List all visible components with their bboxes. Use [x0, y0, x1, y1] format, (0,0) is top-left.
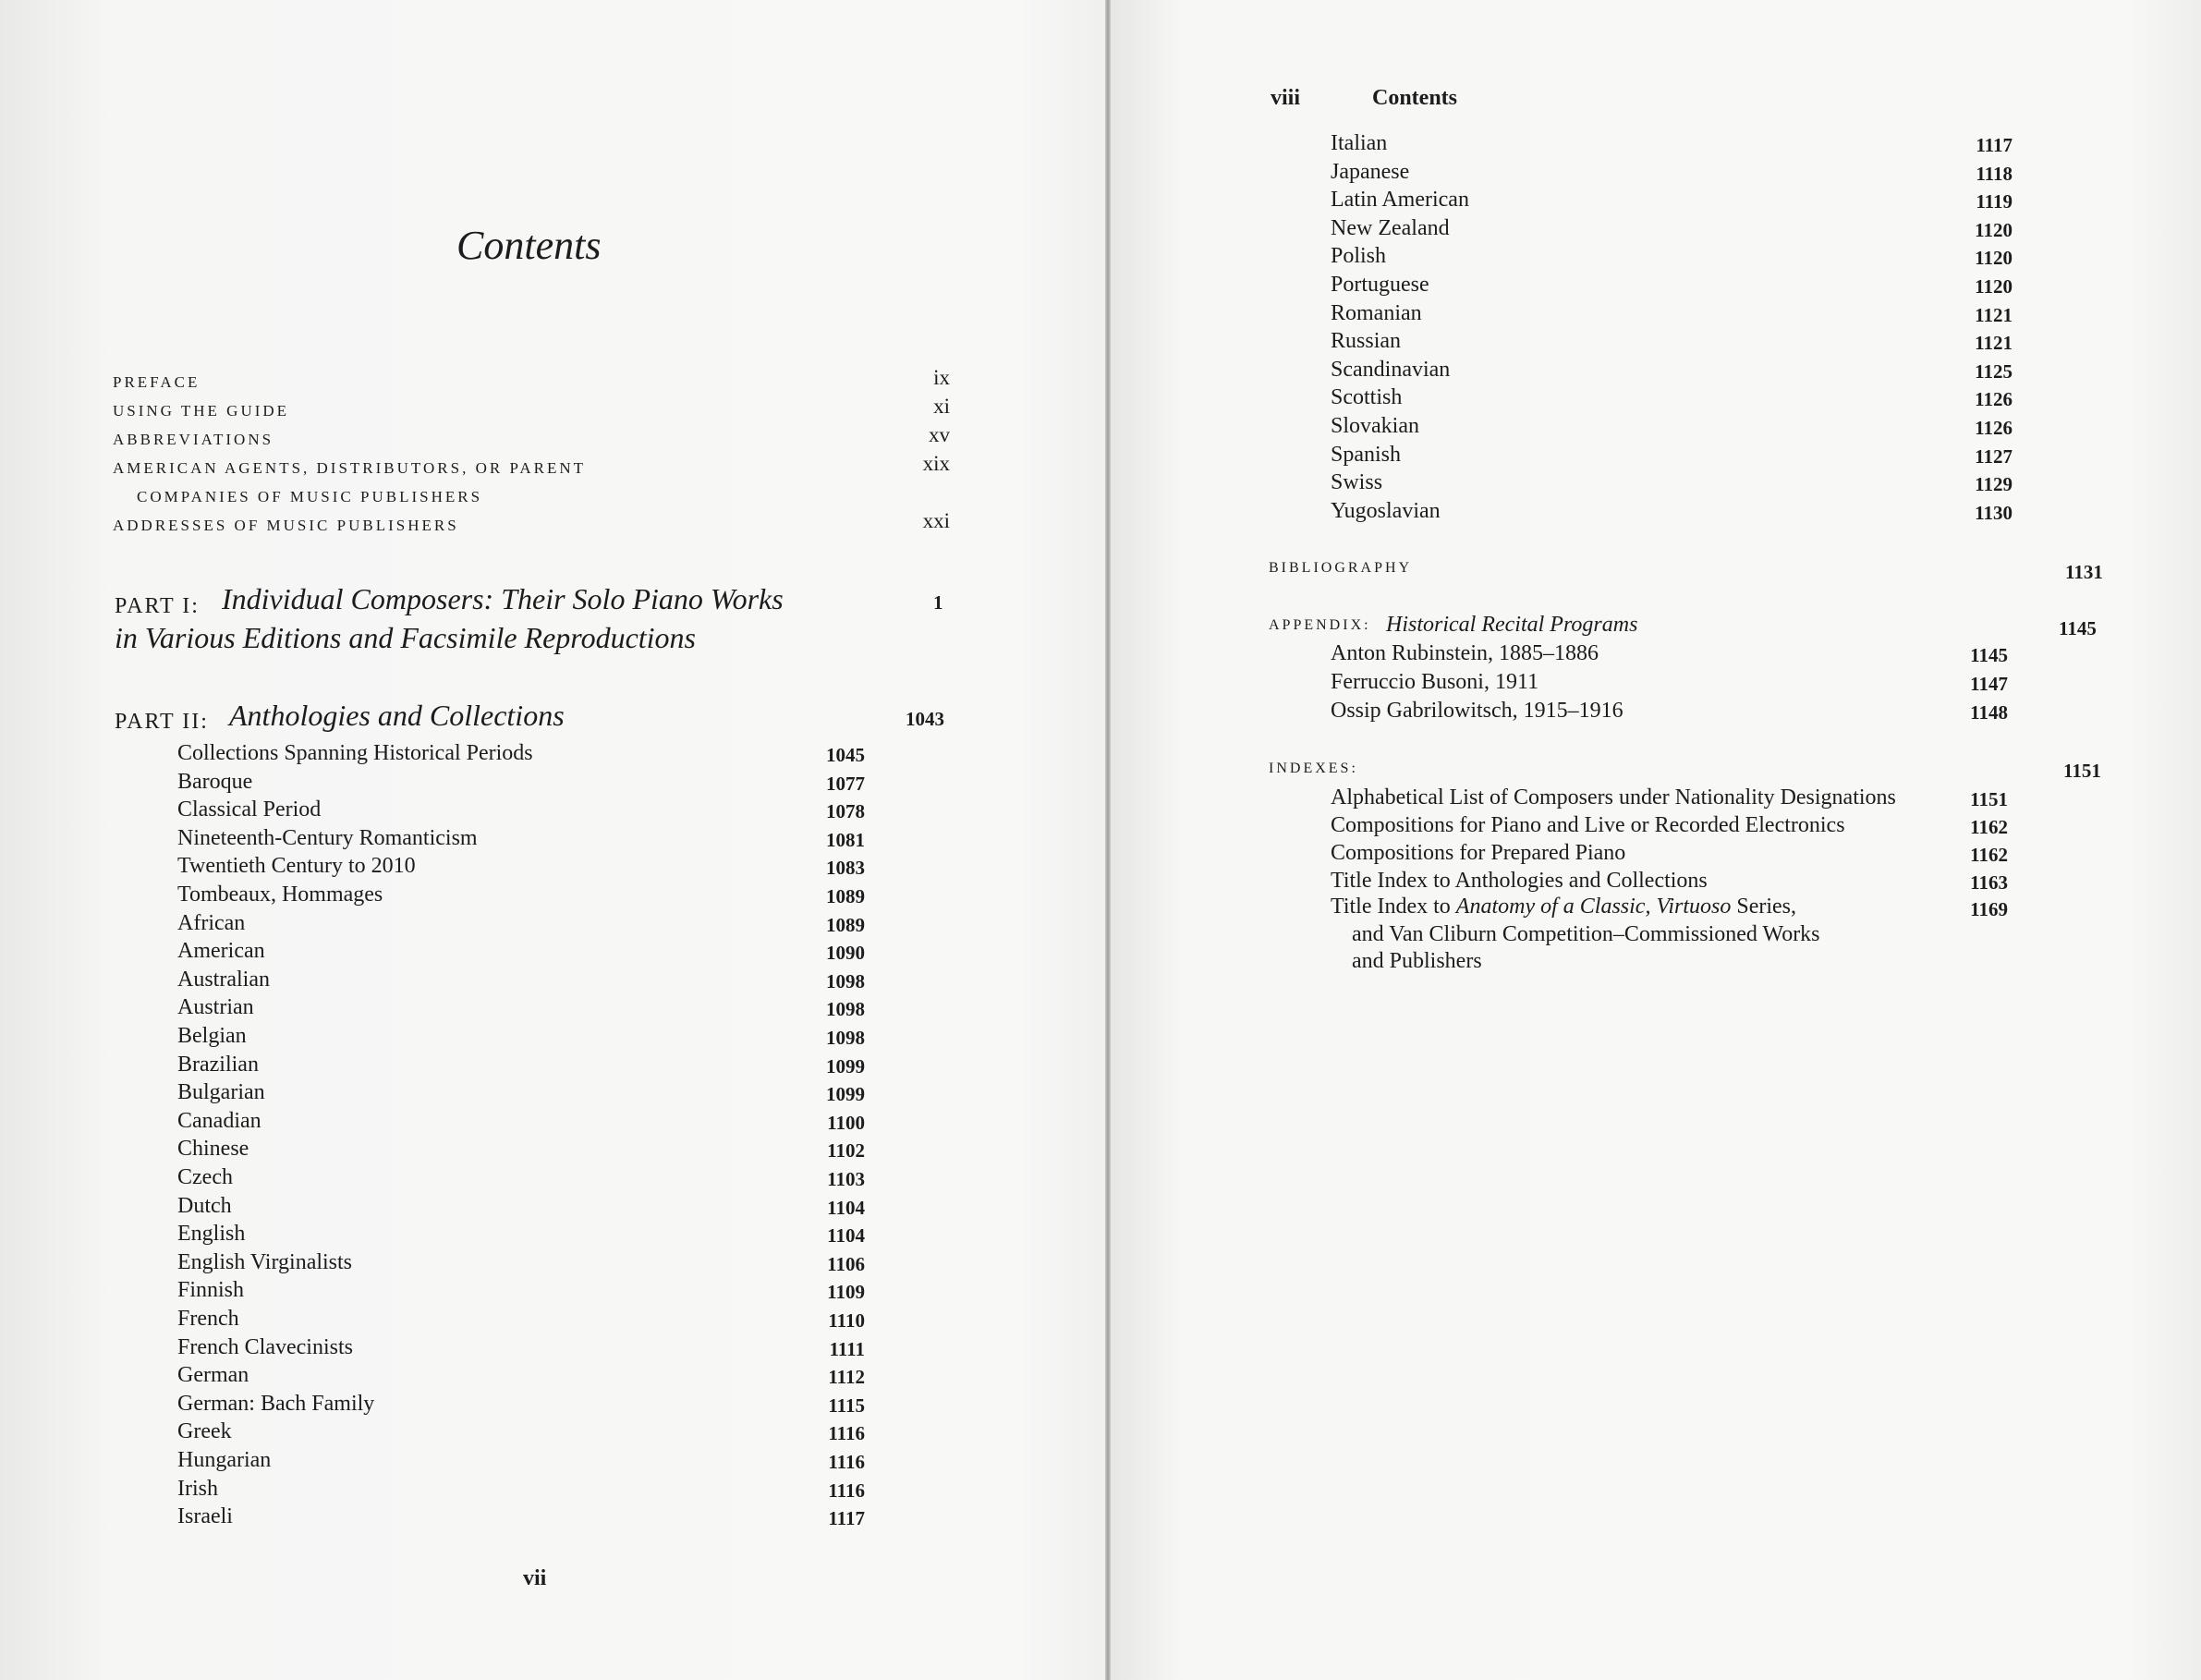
toc-entry-label: Nineteenth-Century Romanticism [177, 825, 478, 850]
toc-entry-page: 1162 [1970, 816, 2008, 838]
toc-entry-page: 1162 [1970, 844, 2008, 866]
toc-entry-page: 1126 [1975, 417, 2013, 439]
toc-entry-page: 1119 [1976, 190, 2013, 213]
toc-entry-label: Twentieth Century to 2010 [177, 854, 416, 879]
toc-entry-page: 1115 [828, 1394, 865, 1417]
part-one-label: PART I: [115, 594, 200, 618]
running-head: Contents [1372, 86, 1458, 110]
toc-entry-page: 1127 [1975, 444, 2013, 468]
toc-entry-label: Portuguese [1331, 273, 1429, 297]
front-matter-label: PREFACE [113, 373, 201, 391]
index-entry-label: Title Index to Anatomy of a Classic, Virtuoso Series, [1331, 895, 1797, 919]
toc-entry-page: 1104 [827, 1196, 865, 1219]
toc-entry-label: Belgian [177, 1024, 247, 1048]
toc-entry-page: 1099 [826, 1054, 865, 1077]
toc-entry-page: 1163 [1970, 871, 2008, 894]
toc-entry-label: German: Bach Family [177, 1391, 375, 1416]
toc-entry-page: 1129 [1975, 473, 2013, 496]
indexes-page: 1151 [2063, 760, 2101, 782]
page-folio-right: viii [1271, 86, 1301, 110]
front-matter-label: AMERICAN AGENTS, DISTRIBUTORS, OR PARENT [113, 459, 586, 477]
toc-entry-page: 1089 [826, 913, 865, 936]
toc-entry-page: 1151 [1970, 788, 2008, 810]
front-matter-label: ABBREVIATIONS [113, 431, 274, 448]
toc-entry-page: 1116 [828, 1479, 865, 1502]
toc-entry-page: 1045 [826, 744, 865, 766]
toc-entry-page: 1145 [1970, 644, 2008, 666]
toc-entry-page: 1117 [1976, 134, 2013, 156]
toc-entry-page: 1148 [1970, 701, 2008, 724]
toc-entry-label: Spanish [1331, 442, 1402, 467]
toc-entry-label: German [177, 1363, 249, 1388]
toc-entry-label: Chinese [177, 1137, 249, 1162]
toc-entry-page: 1130 [1975, 501, 2013, 524]
toc-entry-label: Austrian [177, 995, 254, 1020]
toc-entry-page: 1120 [1975, 218, 2013, 241]
toc-entry-page: 1100 [827, 1111, 865, 1134]
front-matter-page: xv [929, 423, 950, 446]
indexes-label: INDEXES: [1269, 761, 1358, 776]
part-one-title-line2: in Various Editions and Facsimile Reproductions [115, 621, 696, 654]
appendix-page: 1145 [2059, 617, 2097, 639]
toc-entry-label: Slovakian [1331, 414, 1419, 438]
toc-entry-label: Japanese [1331, 159, 1410, 184]
toc-entry-label: Irish [177, 1476, 218, 1501]
toc-entry-label: Russian [1331, 329, 1402, 354]
toc-entry-page: 1077 [826, 772, 865, 795]
toc-entry-label: Title Index to Anthologies and Collections [1331, 869, 1708, 893]
toc-entry-label: Collections Spanning Historical Periods [177, 741, 533, 765]
toc-entry-label: Ferruccio Busoni, 1911 [1331, 670, 1539, 694]
toc-entry-label: African [177, 910, 246, 935]
toc-entry-label: Compositions for Piano and Live or Recorded Electronics [1331, 813, 1845, 837]
toc-entry-page: 1117 [828, 1507, 865, 1530]
front-matter-page: xxi [922, 509, 950, 532]
toc-entry-label: English [177, 1222, 246, 1247]
appendix-title: Historical Recital Programs [1386, 613, 1638, 637]
toc-entry-label: French Clavecinists [177, 1334, 353, 1359]
toc-entry-label: Classical Period [177, 797, 322, 822]
toc-entry-page: 1126 [1975, 388, 2013, 411]
toc-entry-label: Finnish [177, 1278, 245, 1303]
toc-entry-page: 1102 [827, 1139, 865, 1163]
toc-entry-page: 1111 [829, 1337, 865, 1360]
toc-entry-page: 1089 [826, 885, 865, 907]
toc-entry-page: 1109 [827, 1281, 865, 1304]
toc-entry-label: Czech [177, 1165, 233, 1189]
part-one-title-line1: Individual Composers: Their Solo Piano Works [222, 582, 784, 615]
right-page [1109, 0, 2201, 1680]
toc-entry-page: 1104 [827, 1224, 865, 1248]
front-matter-label: USING THE GUIDE [113, 402, 290, 420]
toc-entry-page: 1116 [828, 1451, 865, 1473]
toc-entry-page: 1098 [826, 1027, 865, 1049]
index-entry-label-continued: and Van Cliburn Competition–Commissioned Works [1352, 922, 1820, 946]
toc-entry-page: 1120 [1975, 247, 2013, 270]
part-one-page: 1 [933, 591, 943, 614]
toc-entry-page: 1090 [826, 942, 865, 965]
toc-entry-label: Alphabetical List of Composers under Nationality Designations [1331, 785, 1896, 810]
toc-entry-page: 1081 [826, 828, 865, 851]
toc-entry-label: Canadian [177, 1108, 261, 1133]
toc-entry-label: Scottish [1331, 385, 1403, 410]
book-gutter [1105, 0, 1111, 1680]
toc-entry-label: Ossip Gabrilowitsch, 1915–1916 [1331, 699, 1623, 723]
toc-entry-label: Bulgarian [177, 1080, 265, 1105]
toc-entry-page: 1121 [1975, 332, 2013, 355]
toc-entry-label: Scandinavian [1331, 357, 1451, 382]
toc-entry-label: Latin American [1331, 188, 1469, 213]
index-entry-label-continued: and Publishers [1352, 949, 1482, 973]
toc-entry-page: 1099 [826, 1083, 865, 1106]
bibliography-page: 1131 [2065, 561, 2103, 583]
toc-entry-label: English Virginalists [177, 1249, 353, 1274]
toc-entry-label: Baroque [177, 769, 253, 794]
toc-entry-label: New Zealand [1331, 215, 1450, 240]
toc-entry-page: 1106 [827, 1252, 865, 1275]
toc-entry-label: Greek [177, 1419, 232, 1444]
toc-entry-page: 1121 [1975, 303, 2013, 326]
toc-entry-label: Brazilian [177, 1052, 259, 1077]
bibliography-label: BIBLIOGRAPHY [1269, 560, 1413, 576]
toc-entry-label: Yugoslavian [1331, 498, 1441, 523]
part-two-page: 1043 [906, 708, 944, 730]
appendix-label: APPENDIX: [1269, 617, 1371, 633]
part-two-title: Anthologies and Collections [229, 699, 565, 732]
toc-entry-page: 1110 [828, 1309, 865, 1332]
toc-entry-label: Dutch [177, 1193, 232, 1218]
toc-entry-label: Israeli [177, 1504, 233, 1529]
toc-entry-label: French [177, 1307, 239, 1331]
toc-entry-label: Australian [177, 967, 270, 992]
toc-entry-label: Italian [1331, 131, 1388, 155]
toc-entry-label: Hungarian [177, 1448, 272, 1472]
index-entry-page: 1169 [1970, 898, 2008, 920]
toc-entry-label: Compositions for Prepared Piano [1331, 841, 1626, 865]
toc-entry-page: 1125 [1975, 359, 2013, 383]
toc-entry-page: 1103 [827, 1168, 865, 1190]
toc-entry-page: 1120 [1975, 275, 2013, 298]
toc-entry-page: 1083 [826, 857, 865, 880]
toc-entry-page: 1098 [826, 969, 865, 992]
front-matter-page: xix [922, 452, 950, 475]
toc-entry-page: 1112 [828, 1366, 865, 1389]
page-title: Contents [456, 223, 602, 268]
toc-entry-label: American [177, 939, 265, 964]
toc-entry-page: 1098 [826, 998, 865, 1021]
front-matter-page: xi [933, 395, 950, 418]
toc-entry-label: Tombeaux, Hommages [177, 883, 383, 907]
toc-entry-label: Polish [1331, 244, 1387, 269]
toc-entry-label: Romanian [1331, 300, 1422, 325]
front-matter-label: ADDRESSES OF MUSIC PUBLISHERS [113, 517, 459, 534]
toc-entry-page: 1078 [826, 800, 865, 823]
page-folio-left: vii [523, 1566, 547, 1590]
toc-entry-page: 1147 [1970, 673, 2008, 695]
front-matter-label-continued: COMPANIES OF MUSIC PUBLISHERS [137, 488, 483, 505]
toc-entry-page: 1118 [1976, 162, 2013, 185]
toc-entry-label: Swiss [1331, 470, 1383, 495]
part-two-label: PART II: [115, 710, 209, 734]
toc-entry-label: Anton Rubinstein, 1885–1886 [1331, 641, 1599, 665]
front-matter-page: ix [933, 366, 950, 389]
toc-entry-page: 1116 [828, 1422, 865, 1445]
